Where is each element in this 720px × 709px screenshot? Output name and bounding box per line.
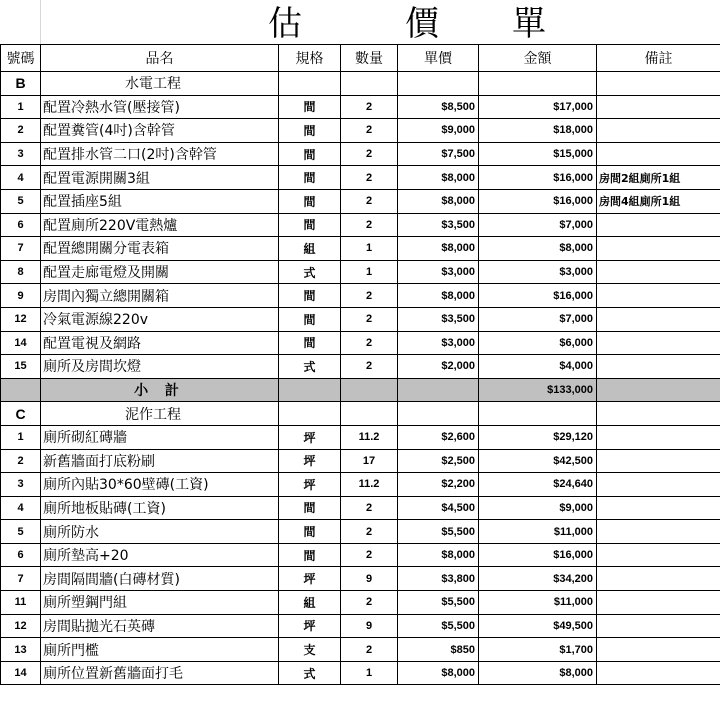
item-no: 7	[1, 237, 41, 261]
table-row	[1, 543, 720, 567]
item-unit: 間	[279, 496, 341, 520]
table-row	[1, 425, 720, 449]
empty-cell	[341, 378, 398, 402]
table-row	[1, 213, 720, 237]
item-price: $9,000	[398, 119, 479, 143]
item-amount: $16,000	[479, 166, 597, 190]
item-name: 廁所位置新舊牆面打毛	[41, 661, 279, 685]
header-no: 號碼	[1, 45, 41, 72]
item-name: 房間隔間牆(白磚材質)	[41, 567, 279, 591]
item-amount: $3,000	[479, 260, 597, 284]
table-row	[1, 331, 720, 355]
table-row	[1, 355, 720, 379]
item-name: 冷氣電源線220v	[41, 307, 279, 331]
item-no: 1	[1, 95, 41, 119]
item-qty: 2	[341, 189, 398, 213]
item-note	[597, 331, 720, 355]
item-price: $8,000	[398, 661, 479, 685]
item-unit: 坪	[279, 473, 341, 497]
item-no: 8	[1, 260, 41, 284]
empty-cell	[597, 72, 720, 96]
item-name: 房間貼拋光石英磚	[41, 614, 279, 638]
item-price: $8,500	[398, 95, 479, 119]
item-no: 6	[1, 543, 41, 567]
header-unit: 規格	[279, 45, 341, 72]
item-note	[597, 142, 720, 166]
item-no: 12	[1, 307, 41, 331]
section-name: 泥作工程	[41, 402, 279, 426]
item-qty: 2	[341, 166, 398, 190]
table-row	[1, 237, 720, 261]
item-note	[597, 638, 720, 662]
item-amount: $16,000	[479, 284, 597, 308]
item-amount: $42,500	[479, 449, 597, 473]
item-name: 配置冷熱水管(壓接管)	[41, 95, 279, 119]
item-price: $5,500	[398, 591, 479, 615]
table-row	[1, 567, 720, 591]
item-amount: $24,640	[479, 473, 597, 497]
item-name: 配置插座5組	[41, 189, 279, 213]
table-row	[1, 307, 720, 331]
empty-cell	[279, 402, 341, 426]
title-char-1: 估	[268, 4, 302, 44]
item-amount: $18,000	[479, 119, 597, 143]
item-unit: 式	[279, 661, 341, 685]
empty-cell	[398, 402, 479, 426]
item-qty: 11.2	[341, 473, 398, 497]
item-note	[597, 449, 720, 473]
subtotal-label: 小 計	[41, 378, 279, 402]
table-row	[1, 119, 720, 143]
item-qty: 2	[341, 142, 398, 166]
item-no: 11	[1, 591, 41, 615]
item-unit: 間	[279, 142, 341, 166]
item-price: $3,500	[398, 307, 479, 331]
item-no: 2	[1, 449, 41, 473]
item-amount: $8,000	[479, 661, 597, 685]
empty-cell	[597, 378, 720, 402]
item-amount: $34,200	[479, 567, 597, 591]
table-row	[1, 591, 720, 615]
section-code: B	[1, 72, 41, 96]
item-amount: $11,000	[479, 520, 597, 544]
empty-cell	[479, 72, 597, 96]
item-unit: 間	[279, 543, 341, 567]
item-note	[597, 213, 720, 237]
item-qty: 2	[341, 307, 398, 331]
item-no: 3	[1, 473, 41, 497]
empty-cell	[398, 72, 479, 96]
item-note	[597, 520, 720, 544]
table-row	[1, 638, 720, 662]
item-qty: 2	[341, 95, 398, 119]
item-name: 廁所防水	[41, 520, 279, 544]
header-qty: 數量	[341, 45, 398, 72]
section-name: 水電工程	[41, 72, 279, 96]
item-qty: 2	[341, 591, 398, 615]
item-amount: $17,000	[479, 95, 597, 119]
item-amount: $16,000	[479, 189, 597, 213]
item-qty: 9	[341, 614, 398, 638]
item-qty: 11.2	[341, 425, 398, 449]
item-unit: 式	[279, 260, 341, 284]
empty-cell	[479, 402, 597, 426]
item-name: 廁所門檻	[41, 638, 279, 662]
item-no: 14	[1, 661, 41, 685]
table-row	[1, 661, 720, 685]
item-unit: 坪	[279, 425, 341, 449]
item-unit: 支	[279, 638, 341, 662]
item-amount: $7,000	[479, 213, 597, 237]
item-note	[597, 284, 720, 308]
header-note: 備註	[597, 45, 720, 72]
item-unit: 間	[279, 331, 341, 355]
section-row	[1, 72, 720, 96]
title-char-2: 價	[405, 4, 439, 44]
item-qty: 2	[341, 496, 398, 520]
item-name: 新舊牆面打底粉刷	[41, 449, 279, 473]
item-price: $8,000	[398, 166, 479, 190]
item-qty: 2	[341, 638, 398, 662]
item-amount: $6,000	[479, 331, 597, 355]
item-unit: 間	[279, 166, 341, 190]
item-note	[597, 95, 720, 119]
item-no: 2	[1, 119, 41, 143]
item-name: 廁所墊高+20	[41, 543, 279, 567]
item-amount: $7,000	[479, 307, 597, 331]
item-name: 廁所塑鋼門組	[41, 591, 279, 615]
item-amount: $1,700	[479, 638, 597, 662]
header-row	[1, 45, 720, 72]
item-price: $2,200	[398, 473, 479, 497]
item-qty: 1	[341, 661, 398, 685]
grid-line	[40, 0, 41, 44]
empty-cell	[279, 378, 341, 402]
table-row	[1, 95, 720, 119]
item-unit: 間	[279, 119, 341, 143]
table-row	[1, 449, 720, 473]
item-price: $8,000	[398, 543, 479, 567]
item-amount: $16,000	[479, 543, 597, 567]
item-name: 廁所內貼30*60壁磚(工資)	[41, 473, 279, 497]
item-no: 12	[1, 614, 41, 638]
item-price: $2,500	[398, 449, 479, 473]
item-qty: 1	[341, 260, 398, 284]
item-no: 15	[1, 355, 41, 379]
item-no: 13	[1, 638, 41, 662]
subtotal-row	[1, 378, 720, 402]
header-amount: 金額	[479, 45, 597, 72]
item-unit: 組	[279, 237, 341, 261]
item-amount: $15,000	[479, 142, 597, 166]
subtotal-amount: $133,000	[479, 378, 597, 402]
table-row	[1, 260, 720, 284]
table-row	[1, 473, 720, 497]
item-no: 6	[1, 213, 41, 237]
item-unit: 組	[279, 591, 341, 615]
item-price: $5,500	[398, 614, 479, 638]
item-name: 配置廁所220V電熱爐	[41, 213, 279, 237]
item-no: 5	[1, 520, 41, 544]
item-price: $3,000	[398, 260, 479, 284]
item-name: 配置電視及網路	[41, 331, 279, 355]
item-price: $3,500	[398, 213, 479, 237]
item-unit: 坪	[279, 567, 341, 591]
table-row	[1, 284, 720, 308]
header-name: 品名	[41, 45, 279, 72]
empty-cell	[341, 402, 398, 426]
item-name: 配置電源開關3組	[41, 166, 279, 190]
item-note	[597, 543, 720, 567]
item-price: $3,000	[398, 331, 479, 355]
item-amount: $49,500	[479, 614, 597, 638]
empty-cell	[341, 72, 398, 96]
empty-cell	[398, 378, 479, 402]
section-code: C	[1, 402, 41, 426]
item-qty: 2	[341, 331, 398, 355]
item-note: 房間4組廁所1組	[597, 189, 720, 213]
item-note	[597, 591, 720, 615]
item-price: $5,500	[398, 520, 479, 544]
table-row	[1, 614, 720, 638]
item-qty: 2	[341, 213, 398, 237]
item-no: 5	[1, 189, 41, 213]
item-unit: 坪	[279, 614, 341, 638]
estimate-table	[0, 44, 720, 685]
item-no: 3	[1, 142, 41, 166]
item-name: 配置走廊電燈及開關	[41, 260, 279, 284]
item-name: 房間內獨立總開關箱	[41, 284, 279, 308]
table-row	[1, 496, 720, 520]
item-no: 7	[1, 567, 41, 591]
item-unit: 間	[279, 284, 341, 308]
item-note	[597, 119, 720, 143]
item-qty: 2	[341, 520, 398, 544]
item-unit: 間	[279, 520, 341, 544]
item-unit: 間	[279, 189, 341, 213]
item-amount: $4,000	[479, 355, 597, 379]
empty-cell	[1, 378, 41, 402]
item-name: 配置總開關分電表箱	[41, 237, 279, 261]
item-name: 廁所砌紅磚牆	[41, 425, 279, 449]
item-qty: 2	[341, 119, 398, 143]
empty-cell	[279, 72, 341, 96]
item-note: 房間2組廁所1組	[597, 166, 720, 190]
item-price: $8,000	[398, 237, 479, 261]
item-unit: 間	[279, 213, 341, 237]
item-price: $4,500	[398, 496, 479, 520]
table-row	[1, 142, 720, 166]
item-qty: 9	[341, 567, 398, 591]
item-note	[597, 260, 720, 284]
item-qty: 17	[341, 449, 398, 473]
item-qty: 2	[341, 284, 398, 308]
item-amount: $9,000	[479, 496, 597, 520]
item-no: 1	[1, 425, 41, 449]
item-price: $8,000	[398, 189, 479, 213]
item-no: 4	[1, 496, 41, 520]
section-row	[1, 402, 720, 426]
item-note	[597, 661, 720, 685]
table-row	[1, 166, 720, 190]
item-name: 配置排水管二口(2吋)含幹管	[41, 142, 279, 166]
item-price: $3,800	[398, 567, 479, 591]
item-qty: 2	[341, 543, 398, 567]
item-price: $2,600	[398, 425, 479, 449]
item-note	[597, 425, 720, 449]
table-row	[1, 520, 720, 544]
item-no: 4	[1, 166, 41, 190]
item-name: 廁所地板貼磚(工資)	[41, 496, 279, 520]
item-no: 14	[1, 331, 41, 355]
item-price: $850	[398, 638, 479, 662]
title-row	[0, 0, 720, 44]
table-row	[1, 189, 720, 213]
item-note	[597, 496, 720, 520]
item-name: 廁所及房間坎燈	[41, 355, 279, 379]
item-price: $7,500	[398, 142, 479, 166]
empty-cell	[597, 402, 720, 426]
item-qty: 2	[341, 355, 398, 379]
item-unit: 坪	[279, 449, 341, 473]
item-price: $2,000	[398, 355, 479, 379]
item-note	[597, 237, 720, 261]
item-note	[597, 473, 720, 497]
item-name: 配置糞管(4吋)含幹管	[41, 119, 279, 143]
item-note	[597, 614, 720, 638]
header-price: 單價	[398, 45, 479, 72]
item-note	[597, 567, 720, 591]
item-unit: 間	[279, 95, 341, 119]
item-unit: 間	[279, 307, 341, 331]
item-unit: 式	[279, 355, 341, 379]
item-amount: $8,000	[479, 237, 597, 261]
item-qty: 1	[341, 237, 398, 261]
item-amount: $11,000	[479, 591, 597, 615]
item-amount: $29,120	[479, 425, 597, 449]
item-note	[597, 355, 720, 379]
title-char-3: 單	[512, 4, 546, 44]
item-note	[597, 307, 720, 331]
item-no: 9	[1, 284, 41, 308]
item-price: $8,000	[398, 284, 479, 308]
